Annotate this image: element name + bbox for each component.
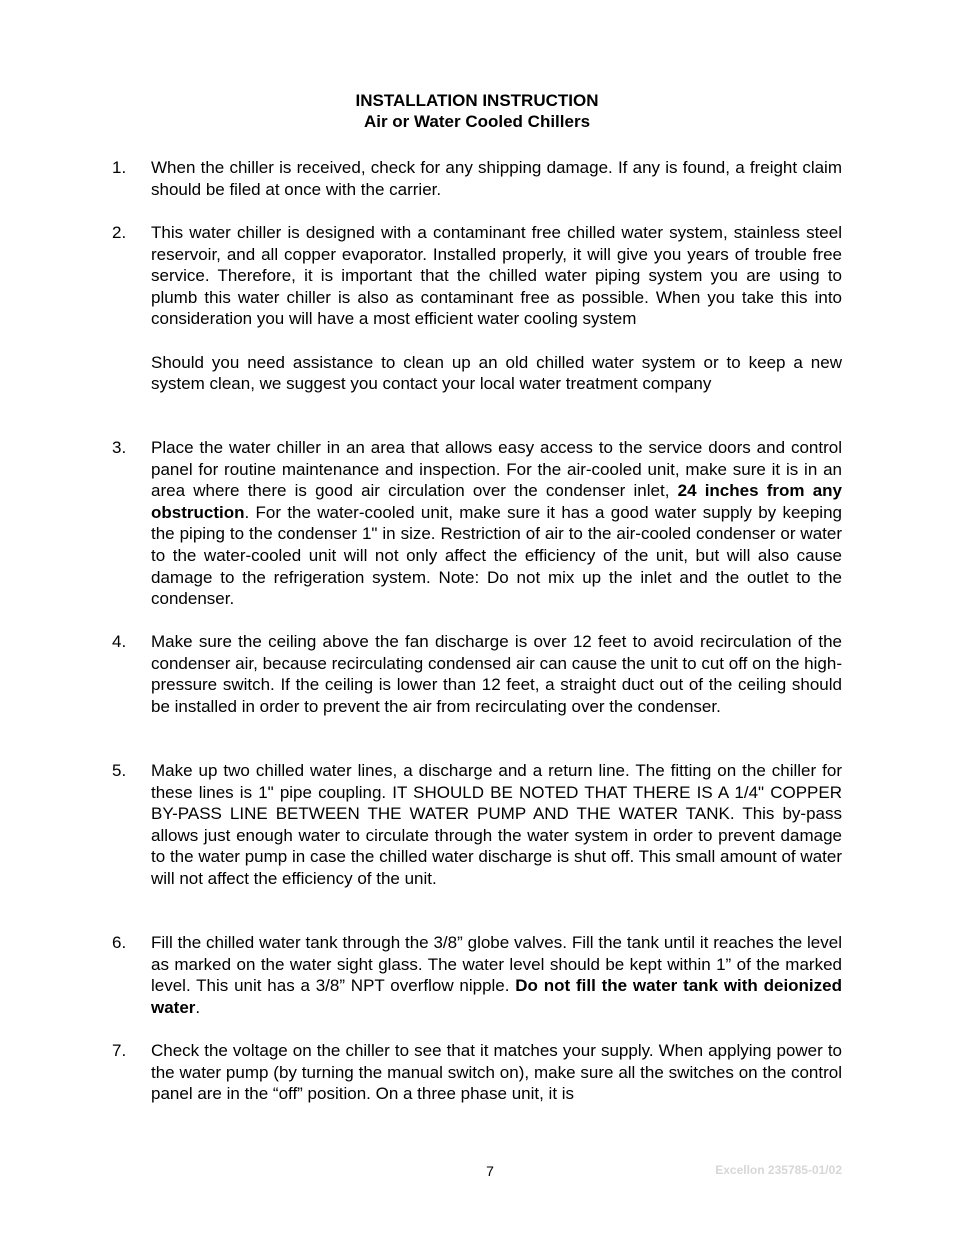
item-text: When the chiller is received, check for any shipping damage. If any is found, a freight claim should be filed at once with the carrier. [151,158,842,199]
footer-document-id: Excellon 235785-01/02 [715,1163,842,1177]
item-number: 6. [112,933,127,952]
item-number: 7. [112,1041,127,1060]
list-item-3 [112,437,842,610]
item-text-post: . [195,997,201,1017]
item-text-bold: 24 inches from any obstruction [151,481,842,522]
list-item-7 [112,1040,842,1105]
item-number: 1. [112,158,127,177]
list-item-1 [112,157,842,200]
item-text [151,437,842,610]
item-text: Make sure the ceiling above the fan discharge is over 12 feet to avoid recirculation of the condenser air, because recirculating condensed air can cause the unit to cut off on the high-pressure switch. If the ceiling is lower than 12 feet, a straight duct out of the ceiling should be installed in order to prevent the air from recirculating over the condenser. [151,632,842,716]
item-text-bold: Do not fill the water tank with deionized water [151,976,842,1017]
item-text-pre: Fill the chilled water tank through the 3/8” globe valves. Fill the tank until it reaches the level as marked on the water sight glass. The water level should be kept within 1” of the marked level. This unit has a 3/8” NPT overflow nipple. [151,933,842,996]
item-text: This water chiller is designed with a contaminant free chilled water system, stainless steel reservoir, and all copper evaporator. Installed properly, it will give you years of trouble free service. Therefore, it is important that the chilled water piping system you are using to plumb this water chiller is also as contaminant free as possible. When you take this into consideration you will have a most efficient water cooling system [151,223,842,329]
item-number: 2. [112,223,127,242]
item-text: Check the voltage on the chiller to see that it matches your supply. When applying power to the water pump (by turning the manual switch on), make sure all the switches on the control panel are in the “off” position. On a three phase unit, it is [151,1041,842,1104]
page-title: INSTALLATION INSTRUCTION [355,91,599,110]
item-number: 4. [112,632,127,651]
page-number: 7 [486,1163,494,1179]
item-number: 5. [112,761,127,780]
item-text [151,932,842,1018]
list-item-5 [112,760,842,890]
item-number: 3. [112,438,127,457]
page-subtitle: Air or Water Cooled Chillers [363,112,591,131]
item-text-pre: Place the water chiller in an area that allows easy access to the service doors and control panel for routine maintenance and inspection. For the air-cooled unit, make sure it is in an area where there is good air circulation over the condenser inlet, [151,438,842,501]
list-item-2 [112,222,842,395]
item-text: Make up two chilled water lines, a discharge and a return line. The fitting on the chiller for these lines is 1" pipe coupling. IT SHOULD BE NOTED THAT THERE IS A 1/4" COPPER BY-PASS LINE BETWEEN THE WATER PUMP AND THE WATER TANK. This by-pass allows just enough water to circulate through the water system in order to prevent damage to the water pump in case the chilled water discharge is shut off. This small amount of water will not affect the efficiency of the unit. [151,761,842,888]
item-text-secondary: Should you need assistance to clean up an old chilled water system or to keep a new system clean, we suggest you contact your local water treatment company [151,352,842,394]
item-text-post: . For the water-cooled unit, make sure it has a good water supply by keeping the piping to the condenser 1" in size. Restriction of air to the air-cooled condenser or water to the water-cooled unit will not only affect the efficiency of the unit, but will also cause damage to the refrigeration system. Note: Do not mix up the inlet and the outlet to the condenser. [151,502,842,609]
list-item-4 [112,631,842,717]
list-item-6 [112,932,842,1018]
